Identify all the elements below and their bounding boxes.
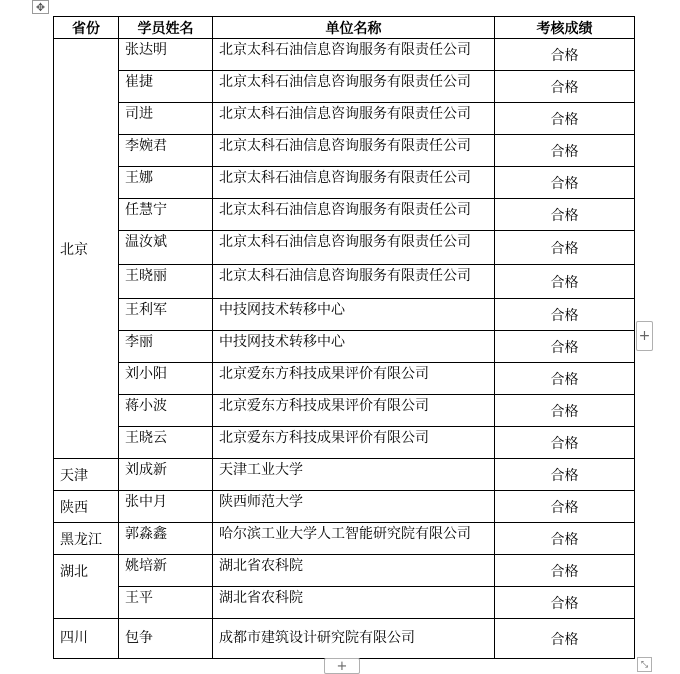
result-cell: 合格: [495, 167, 635, 199]
unit-name-cell: 天津工业大学: [213, 459, 495, 491]
result-cell: 合格: [495, 71, 635, 103]
result-cell: 合格: [495, 555, 635, 587]
result-cell: 合格: [495, 619, 635, 659]
result-cell: 合格: [495, 523, 635, 555]
unit-name-cell: 北京爱东方科技成果评价有限公司: [213, 363, 495, 395]
province-cell: 陕西: [54, 491, 119, 523]
result-cell: 合格: [495, 39, 635, 71]
unit-name-cell: 北京太科石油信息咨询服务有限责任公司: [213, 231, 495, 265]
table-row: [54, 491, 635, 523]
table-row: [54, 459, 635, 491]
province-cell: 北京: [54, 39, 119, 459]
result-cell: 合格: [495, 135, 635, 167]
student-name-cell: 司进: [119, 103, 213, 135]
table-row: [54, 167, 635, 199]
student-name-cell: 王利军: [119, 299, 213, 331]
student-name-cell: 刘小阳: [119, 363, 213, 395]
province-cell: 湖北: [54, 555, 119, 619]
table-header-row: [54, 17, 635, 39]
unit-name-cell: 湖北省农科院: [213, 587, 495, 619]
table-row: [54, 363, 635, 395]
table-row: [54, 265, 635, 299]
unit-name-cell: 北京太科石油信息咨询服务有限责任公司: [213, 135, 495, 167]
result-cell: 合格: [495, 395, 635, 427]
student-name-cell: 包争: [119, 619, 213, 659]
table-row: [54, 199, 635, 231]
unit-name-cell: 北京爱东方科技成果评价有限公司: [213, 427, 495, 459]
student-name-cell: 崔捷: [119, 71, 213, 103]
student-name-cell: 张中月: [119, 491, 213, 523]
student-name-cell: 刘成新: [119, 459, 213, 491]
header-result: 考核成绩: [495, 17, 635, 39]
table-row: [54, 231, 635, 265]
unit-name-cell: 中技网技术转移中心: [213, 299, 495, 331]
table-row: [54, 523, 635, 555]
result-cell: 合格: [495, 199, 635, 231]
unit-name-cell: 北京太科石油信息咨询服务有限责任公司: [213, 103, 495, 135]
unit-name-cell: 北京爱东方科技成果评价有限公司: [213, 395, 495, 427]
add-column-button[interactable]: +: [636, 321, 653, 351]
table-row: [54, 427, 635, 459]
unit-name-cell: 陕西师范大学: [213, 491, 495, 523]
student-results-table: [53, 16, 635, 659]
result-cell: 合格: [495, 331, 635, 363]
student-name-cell: 王平: [119, 587, 213, 619]
student-name-cell: 郭淼鑫: [119, 523, 213, 555]
unit-name-cell: 北京太科石油信息咨询服务有限责任公司: [213, 265, 495, 299]
table-row: [54, 135, 635, 167]
result-cell: 合格: [495, 231, 635, 265]
table-row: [54, 331, 635, 363]
student-name-cell: 姚培新: [119, 555, 213, 587]
student-name-cell: 张达明: [119, 39, 213, 71]
unit-name-cell: 北京太科石油信息咨询服务有限责任公司: [213, 39, 495, 71]
table-row: [54, 555, 635, 587]
unit-name-cell: 北京太科石油信息咨询服务有限责任公司: [213, 199, 495, 231]
result-cell: 合格: [495, 459, 635, 491]
add-row-button[interactable]: +: [324, 658, 360, 674]
unit-name-cell: 北京太科石油信息咨询服务有限责任公司: [213, 167, 495, 199]
move-icon[interactable]: ✥: [32, 0, 49, 14]
province-cell: 天津: [54, 459, 119, 491]
student-name-cell: 任慧宁: [119, 199, 213, 231]
result-cell: 合格: [495, 427, 635, 459]
result-cell: 合格: [495, 265, 635, 299]
table-row: [54, 395, 635, 427]
unit-name-cell: 湖北省农科院: [213, 555, 495, 587]
result-cell: 合格: [495, 587, 635, 619]
unit-name-cell: 成都市建筑设计研究院有限公司: [213, 619, 495, 659]
result-cell: 合格: [495, 299, 635, 331]
student-name-cell: 李婉君: [119, 135, 213, 167]
province-cell: 四川: [54, 619, 119, 659]
result-cell: 合格: [495, 363, 635, 395]
unit-name-cell: 北京太科石油信息咨询服务有限责任公司: [213, 71, 495, 103]
table-row: [54, 103, 635, 135]
header-unit-name: 单位名称: [213, 17, 495, 39]
header-student-name: 学员姓名: [119, 17, 213, 39]
student-name-cell: 温汝斌: [119, 231, 213, 265]
province-cell: 黑龙江: [54, 523, 119, 555]
student-name-cell: 王晓云: [119, 427, 213, 459]
student-name-cell: 王晓丽: [119, 265, 213, 299]
table-row: [54, 619, 635, 659]
header-province: 省份: [54, 17, 119, 39]
table-row: [54, 39, 635, 71]
resize-icon[interactable]: ⤡: [637, 657, 652, 672]
table-row: [54, 299, 635, 331]
result-cell: 合格: [495, 103, 635, 135]
table-row: [54, 587, 635, 619]
unit-name-cell: 哈尔滨工业大学人工智能研究院有限公司: [213, 523, 495, 555]
student-name-cell: 李丽: [119, 331, 213, 363]
unit-name-cell: 中技网技术转移中心: [213, 331, 495, 363]
result-cell: 合格: [495, 491, 635, 523]
table-row: [54, 71, 635, 103]
student-name-cell: 王娜: [119, 167, 213, 199]
student-name-cell: 蒋小波: [119, 395, 213, 427]
